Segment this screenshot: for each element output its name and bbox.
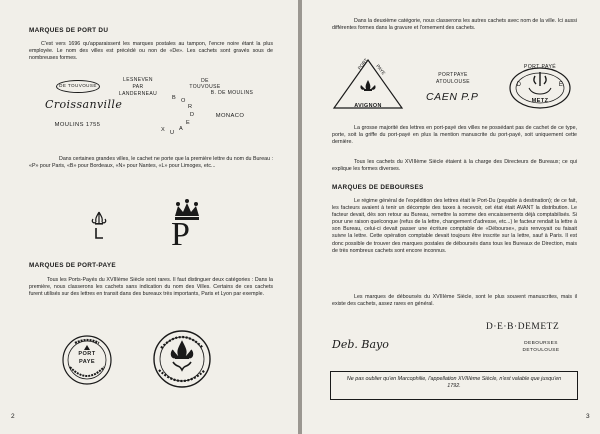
heading-marques-debourses: MARQUES DE DEBOURSES (332, 184, 424, 191)
svg-text:BOR DEA UX: B OR D E A UX (161, 95, 195, 136)
right-page (302, 0, 600, 434)
fleur-de-lis-l-stamp-icon (87, 210, 111, 244)
paragraph-regime-general: Le régime général de l'expédition des lettres était le Port-Du (payable à destination); de ce fait, les facteurs avaient à tenir un décompte des taxes à recevoir, cet état était AVANT la distribution. Le facteur devait, dès son retour au Bureau, remettre la somme des encaissements déjà comptabilisés. Si pour une raison quelconque (refus de la lettre, changement d'adresse, etc...) le facteur rendait la lettre à son Bureau, celui-ci devait passer une écriture comptable de «Débourse», puis renvoyait ou faisait suivre la lettre. Cette opération comptable devait toujours être inscrite sur la lettre, sauf à Paris. Il est donc possible de trouver des marques postales de déboursés dans tous les Bureaux de Direction, mais de très nombreux cachets sont encore inconnus. (332, 198, 577, 254)
stamp-b-de-moulins: B. DE MOULINS (210, 90, 254, 96)
stamp-landerneau: LANDERNEAU (118, 91, 158, 97)
stamp-par: PAR (132, 84, 144, 90)
paragraph-debourses-manuscrites: Les marques de déboursés du XVIIIème Siècle, sont le plus souvent manuscrites, mais il existe des cachets, assez rares en général. (332, 294, 577, 308)
stamp-de: DE (201, 78, 209, 84)
fleur-de-lis-seal-large (151, 328, 213, 390)
seal-text-paye: PAYE (79, 359, 95, 365)
stamp-touvouse: TOUVOUSE (189, 84, 221, 90)
stamp-detoulouse: DETOULOUSE (522, 348, 560, 353)
stamp-debourses: DEBOURSES (524, 341, 558, 346)
stamp-caen-pp: CAEN P.P (426, 91, 479, 103)
heading-marques-port-paye: MARQUES DE PORT-PAYE (29, 262, 116, 269)
paragraph-intro: C'est vers 1696 qu'apparaissent les marques postales au tampon, l'encre noire étant la plus employée. Le nom des villes est précédé ou non de «De». Les cachets sont gravés sous de nombreuses formes. (29, 41, 273, 62)
stamp-atoulouse: ATOULOUSE (436, 79, 470, 85)
paragraph-grandes-villes: Dans certaines grandes villes, le cachet ne porte que la première lettre du nom du Bureau : «P» pour Paris, «B» pour Bordeaux, «N» pour Nantes, «L» pour Limoges, etc... (29, 156, 273, 170)
page-number-3: 3 (586, 413, 590, 420)
stamp-monaco: MONACO (215, 113, 245, 119)
stamp-bordeaux-arc (148, 96, 196, 136)
stamp-metz-top: PORT PAYÉ (523, 64, 557, 70)
note-text: Ne pas oublier qu'en Marcophilie, l'appellation XVIIIème Siècle, n'est valable que jusqu'en 1792. (346, 376, 562, 390)
paragraph-port-paye: Tous les Ports-Payés du XVIIIème Siècle sont rares. Il faut distinguer deux catégories : Dans la première, nous classerons les cachets sans indication du nom des Villes. Certains de ces cachets furent utilisés sur des lettres en transit dans des bureaux très importants, Paris et Lyon par exemple. (29, 277, 273, 298)
paragraph-grosse-majorite: La grosse majorité des lettres en port-payé des villes ne possédant pas de cachet de ce type, porte, soit la griffe du port-payé en plus la mention manuscrite du port-payé, soit uniquement cette dernière. (332, 125, 577, 146)
svg-text:PORT: PORT (356, 57, 369, 71)
stamp-metz: METZ (531, 98, 549, 104)
stamp-port-paye-text: PORTPAYE (438, 72, 468, 78)
stamp-de-touvouse: DE TOUVOUSE (59, 83, 97, 88)
stamp-moulins: MOULINS 1755 (54, 122, 101, 128)
letter-p-stamp: P (171, 216, 190, 253)
handwritten-deb-bayo: Deb. Bayo (332, 338, 389, 351)
heading-marques-port-du: MARQUES DE PORT DU (29, 27, 109, 34)
paragraph-directeurs: Tous les cachets du XVIIIème Siècle étaient à la charge des Directeurs de Bureaux; ce qui explique les formes diverses. (332, 159, 577, 173)
page-number-2: 2 (11, 413, 15, 420)
stamp-lesneven: LESNEVEN (123, 77, 153, 83)
stamp-croissanville: Croissanville (45, 98, 123, 111)
left-page (0, 0, 298, 434)
seal-text-port: PORT (78, 351, 96, 357)
stamp-avignon: AVIGNON (354, 103, 382, 109)
stamp-metz-d: D (516, 82, 522, 88)
svg-text:PAYE: PAYE (375, 63, 387, 76)
paragraph-deuxieme-categorie: Dans la deuxième catégorie, nous classerons les autres cachets avec nom de la ville. Ici aussi différentes formes dans la gravure et l'ornement des cachets. (332, 18, 577, 32)
stamp-deb-demetz: D·E·B·DEMETZ (486, 322, 560, 332)
note-box (330, 371, 578, 400)
stamp-metz-e: E (558, 82, 564, 88)
